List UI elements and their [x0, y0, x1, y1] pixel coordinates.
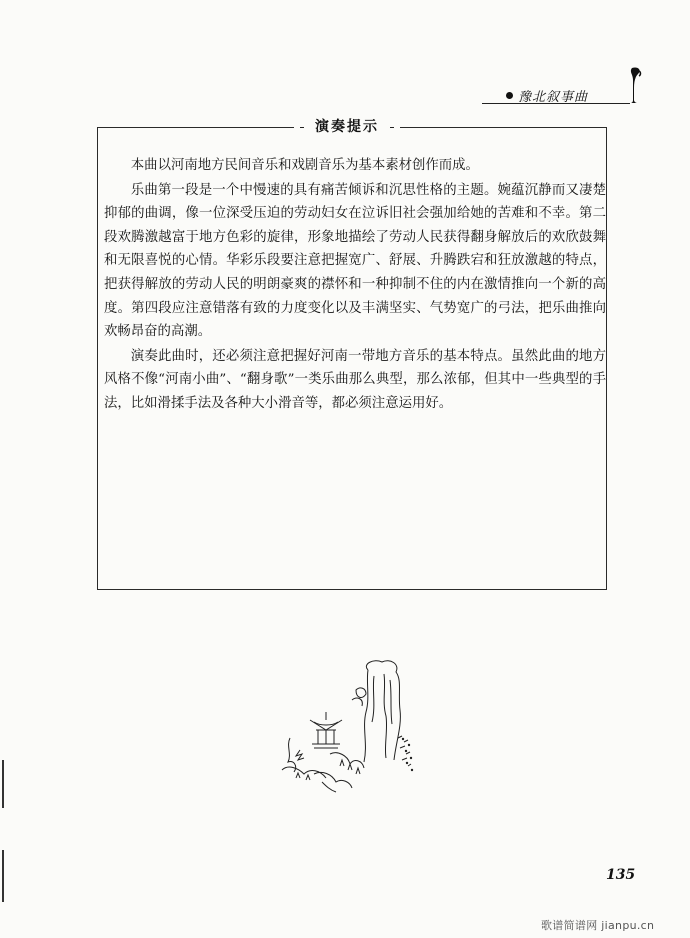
header-rule	[482, 103, 630, 104]
scan-edge-mark	[2, 850, 4, 902]
header-bullet	[506, 92, 513, 99]
frame-title: 演奏提示	[315, 119, 379, 135]
paragraph: 演奏此曲时，还必须注意把握好河南一带地方音乐的基本特点。虽然此曲的地方风格不像“河南小曲”、“翻身歌”一类乐曲那么典型，那么浓郁，但其中一些典型的手法，比如滑揉手法及各种大小滑音等，都必须注意运用好。	[104, 348, 606, 411]
tips-content	[104, 150, 606, 417]
page-number: 135	[606, 867, 636, 883]
scan-edge-mark	[2, 760, 4, 808]
paragraph: 本曲以河南地方民间音乐和戏剧音乐为基本素材创作而成。	[130, 158, 479, 173]
watermark-text: 歌谱简谱网 jianpu.cn	[541, 919, 655, 932]
ornament-icon	[626, 66, 644, 106]
running-title: 豫北叙事曲	[518, 90, 589, 105]
frame-title-container	[294, 116, 400, 140]
pavilion-landscape-illustration	[270, 650, 430, 800]
paragraph: 乐曲第一段是一个中慢速的具有痛苦倾诉和沉思性格的主题。婉蕴沉静而又凄楚抑郁的曲调，像一位深受压迫的劳动妇女在泣诉旧社会强加给她的苦难和不幸。第二段欢腾激越富于地方色彩的旋律，形象地描绘了劳动人民获得翻身解放后的欢欣鼓舞和无限喜悦的心情。华彩乐段要注意把握宽广、舒展、升腾跌宕和狂放激越的特点，把获得解放的劳动人民的明朗豪爽的襟怀和一种抑制不住的内在激情推向一个新的高度。第四段应注意错落有致的力度变化以及丰满坚实、气势宽广的弓法，把乐曲推向欢畅昂奋的高潮。	[104, 182, 606, 340]
